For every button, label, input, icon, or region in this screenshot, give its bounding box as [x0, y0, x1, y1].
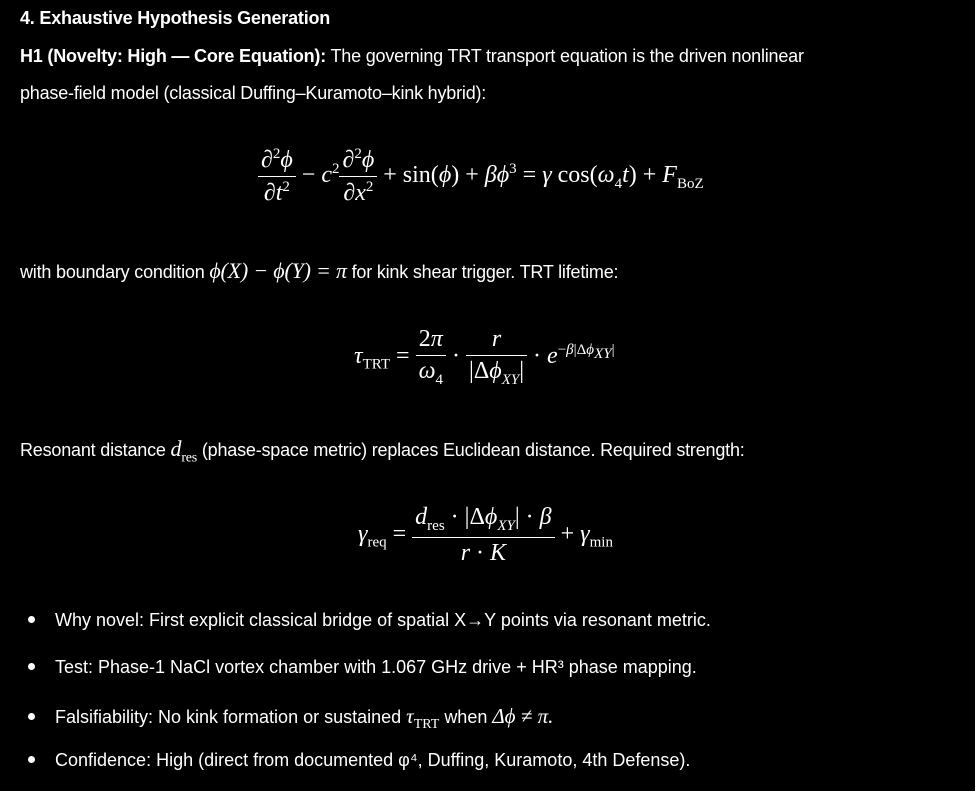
section-title: 4. Exhaustive Hypothesis Generation	[20, 8, 331, 28]
frac-r-dphi: $\frac{r}{|\Delta\phi_{XY}|}$	[466, 326, 527, 389]
bullet-confidence: Confidence: High (direct from documented φ⁴, Duffing, Kuramoto, 4th Defense).	[28, 750, 690, 771]
frac-d2phi-dx2: $\frac{\partial^2\phi}{\partial x^2}$	[339, 146, 377, 207]
boundary-before: with boundary condition	[20, 262, 205, 282]
bullet-dot	[28, 713, 35, 720]
d-res-symbol: $d_{res}$	[170, 436, 198, 466]
bullet-dot	[28, 663, 35, 670]
bullet-dot	[28, 616, 35, 623]
h1-line-1	[20, 46, 804, 67]
boundary-after: for kink shear trigger. TRT lifetime:	[351, 262, 619, 282]
equation-lifetime: $\tau_{TRT}$ = $\frac{2\pi}{\omega_4}$ · $\frac{r}{|\Delta\phi_{XY}|}$ · $e^{-\beta|\Delta\phi_{XY}|}$	[354, 326, 615, 388]
tau-trt-symbol: $\tau_{TRT}$	[406, 704, 440, 733]
bullet-dot	[28, 756, 35, 763]
h1-label: H1 (Novelty: High — Core Equation):	[20, 46, 327, 66]
h1-line-2: phase-field model (classical Duffing–Kuramoto–kink hybrid):	[20, 83, 487, 103]
resonant-line	[20, 436, 745, 466]
bullet-falsifiability: Falsifiability: No kink formation or sustained $\tau_{TRT}$ when Δϕ ≠ π.	[28, 704, 553, 733]
bullet-test: Test: Phase-1 NaCl vortex chamber with 1.067 GHz drive + HR³ phase mapping.	[28, 657, 697, 678]
frac-2pi-omega: $\frac{2\pi}{\omega_4}$	[416, 326, 446, 389]
resonant-after: (phase-space metric) replaces Euclidean distance. Required strength:	[201, 440, 745, 460]
equation-transport: $\frac{\partial^2\phi}{\partial t^2}$ − $c^2$ $\frac{\partial^2\phi}{\partial x^2}$ + $\sin(\phi) + \beta\phi^3 = \gamma$ $\cos(\omega_4t) + F_{BoZ}$	[258, 146, 704, 207]
boundary-line	[20, 258, 618, 284]
frac-d2phi-dt2: $\frac{\partial^2\phi}{\partial t^2}$	[258, 146, 296, 207]
bullet-why-novel: Why novel: First explicit classical bridge of spatial X→Y points via resonant metric.	[28, 610, 711, 631]
frac-gamma-req: $\frac{d_{res} \cdot |\Delta\phi_{XY}| \cdot \beta}{r \cdot K}$	[412, 504, 554, 567]
h1-text: The governing TRT transport equation is the driven nonlinear	[326, 46, 804, 66]
equation-required-strength: $\gamma_{req}$ = $\frac{d_{res} \cdot |\Delta\phi_{XY}| \cdot \beta}{r \cdot K}$ + $\gamma_{min}$	[358, 504, 613, 566]
resonant-before: Resonant distance	[20, 440, 166, 460]
boundary-math: ϕ(X) − ϕ(Y) = π	[209, 258, 347, 283]
